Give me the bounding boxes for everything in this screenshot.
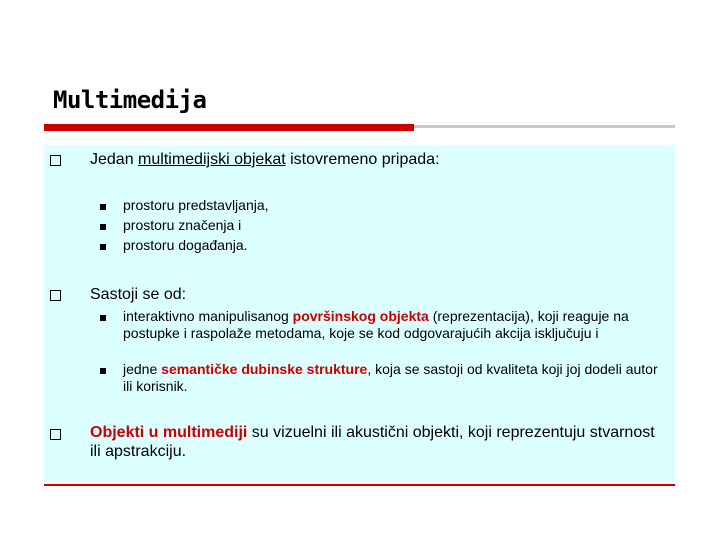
bullet-box-icon <box>50 290 61 301</box>
surface-object-highlight: površinskog objekta <box>292 308 429 324</box>
sub-bullet-2-2 <box>123 361 663 395</box>
sub-bullet-1-1: prostoru predstavljanja, <box>123 197 269 213</box>
bullet-1-text-after: istovremeno pripada: <box>285 151 440 168</box>
sub-bullet-square-icon <box>100 244 106 250</box>
title-underline-red <box>44 124 414 131</box>
sub-bullet-2-1 <box>123 308 663 342</box>
page-title: Multimedija <box>53 86 207 114</box>
bullet-2: Sastoji se od: <box>90 286 187 303</box>
sub-bullet-2-1-before: interaktivno manipulisanog <box>123 308 293 324</box>
bullet-3-after: su vizuelni ili akustični objekti, koji reprezentuju stvarnost ili apstrakciju. <box>90 424 655 460</box>
deep-structure-highlight: semantičke dubinske strukture <box>161 361 368 377</box>
bottom-rule <box>44 484 675 486</box>
sub-bullet-square-icon <box>100 204 106 210</box>
sub-bullet-square-icon <box>100 368 106 374</box>
bullet-1-text-before: Jedan <box>90 151 139 168</box>
sub-bullet-2-2-after: , koja se sastoji od kvaliteta koji joj dodeli autor ili korisnik. <box>123 361 658 394</box>
bullet-box-icon <box>50 155 61 166</box>
sub-bullet-1-3: prostoru događanja. <box>123 237 248 253</box>
multimedia-object-link[interactable]: multimedijski objekat <box>138 151 286 168</box>
bullet-1 <box>90 150 440 169</box>
bullet-3 <box>90 423 660 461</box>
sub-bullet-2-1-after: (reprezentacija), koji reaguje na postupke i raspolaže metodama, koje se kod odgovarajućih akcija isključuju i <box>123 308 629 341</box>
sub-bullet-square-icon <box>100 315 106 321</box>
sub-bullet-1-2: prostoru značenja i <box>123 217 242 233</box>
bullet-box-icon <box>50 429 61 440</box>
sub-bullet-square-icon <box>100 224 106 230</box>
multimedia-objects-highlight: Objekti u multimediji <box>90 424 248 441</box>
sub-bullet-2-2-before: jedne <box>123 361 162 377</box>
